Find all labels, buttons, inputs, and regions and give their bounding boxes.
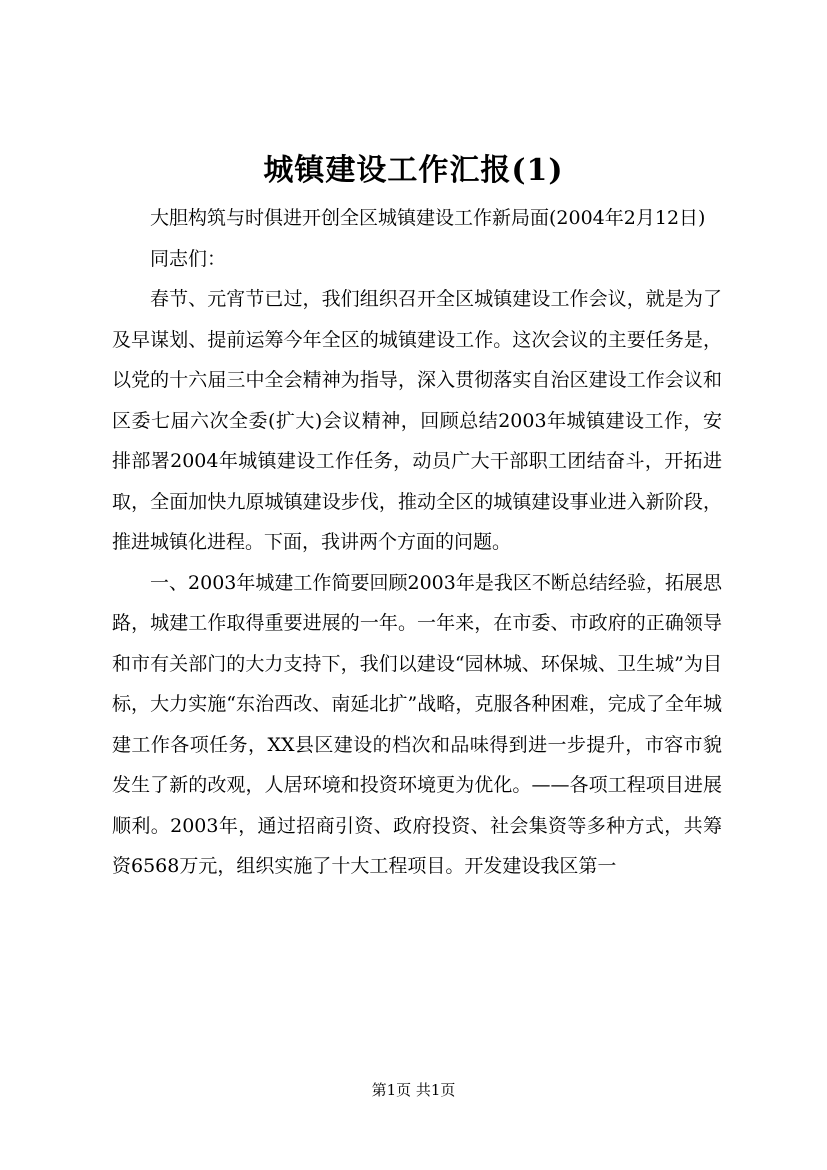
document-title: 城镇建设工作汇报(1): [263, 153, 564, 188]
body-paragraph-intro: 春节、元宵节已过，我们组织召开全区城镇建设工作会议，就是为了及早谋划、提前运筹今年全区的城镇建设工作。这次会议的主要任务是，以党的十六届三中全会精神为指导，深入贯彻落实自治区建设工作会议和区委七届六次全委(扩大)会议精神，回顾总结2003年城镇建设工作，安排部署2004年城镇建设工作任务，动员广大干部职工团结奋斗，开拓进取，全面加快九原城镇建设步伐，推动全区的城镇建设事业进入新阶段，推进城镇化进程。下面，我讲两个方面的问题。: [112, 288, 722, 553]
body-paragraph-review: 一、2003年城建工作简要回顾2003年是我区不断总结经验，拓展思路，城建工作取得重要进展的一年。一年来，在市委、市政府的正确领导和市有关部门的大力支持下，我们以建设“园林城、环保城、卫生城”为目标，大力实施“东治西改、南延北扩”战略，克服各种困难，完成了全年城建工作各项任务，XX县区建设的档次和品味得到进一步提升，市容市貌发生了新的改观，人居环境和投资环境更为优化。——各项工程项目进展顺利。2003年，通过招商引资、政府投资、社会集资等多种方式，共筹资6568万元，组织实施了十大工程项目。开发建设我区第一: [112, 571, 722, 877]
page-footer: 第1页 共1页: [371, 1081, 456, 1099]
body-paragraph-salutation: 同志们：: [150, 247, 227, 270]
body-paragraph-subtitle: 大胆构筑与时俱进开创全区城镇建设工作新局面(2004年2月12日): [150, 207, 706, 229]
document-body: [112, 198, 722, 887]
